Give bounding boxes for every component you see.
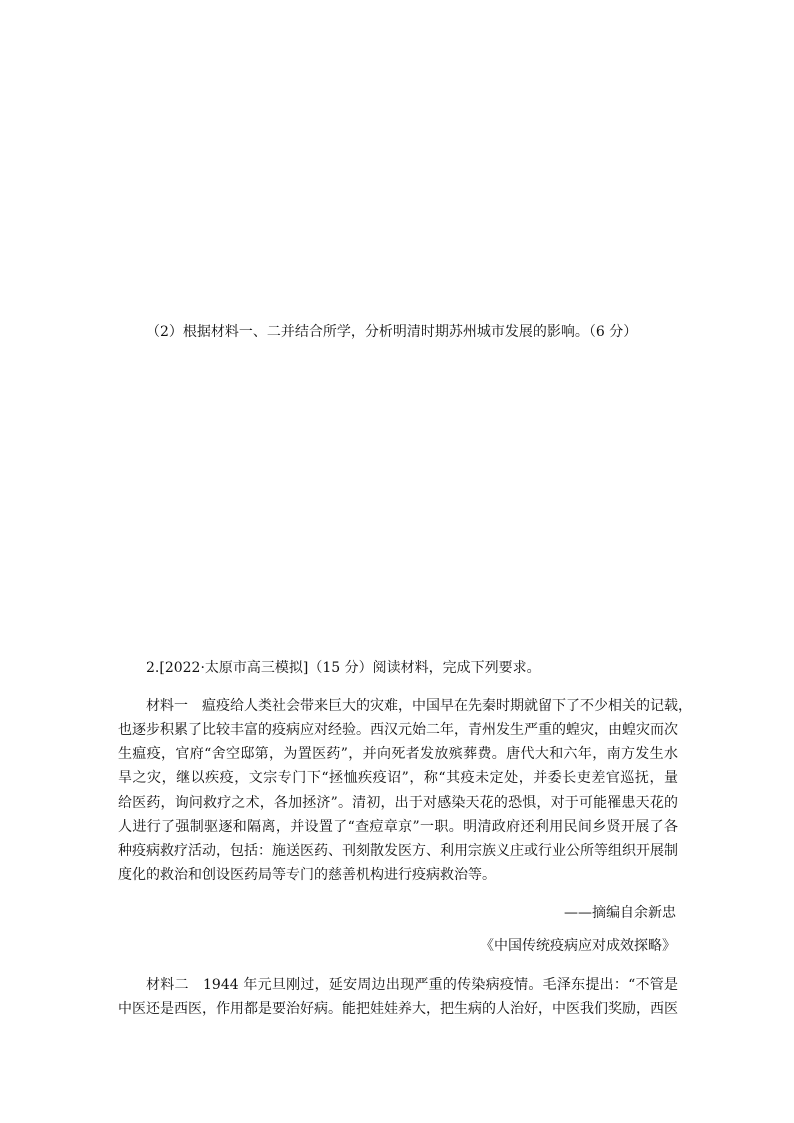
material-two-line: 材料二 1944 年元旦刚过，延安周边出现严重的传染病疫情。毛泽东提出：“不管是 — [146, 977, 678, 993]
material-one-line: 也逐步积累了比较丰富的疫病应对经验。西汉元始二年，青州发生严重的蝗灾，由蝗灾而次 — [118, 722, 678, 738]
material-one-line: 材料一 瘟疫给人类社会带来巨大的灾难，中国早在先秦时期就留下了不少相关的记载， — [146, 698, 692, 714]
material-one-line: 度化的救治和创设医药局等专门的慈善机构进行疫病救治等。 — [118, 867, 496, 883]
material-one-line: 给医药，询问救疗之术，各加拯济”。清初，出于对感染天花的恐惧，对于可能罹患天花的 — [118, 795, 678, 811]
source-author: ——摘编自余新忠 — [564, 905, 676, 921]
material-one-line: 生瘟疫，官府“舍空邸第，为置医药”，并向死者发放殡葬费。唐代大和六年，南方发生水 — [118, 746, 678, 762]
question-2-subquestion: （2）根据材料一、二并结合所学，分析明清时期苏州城市发展的影响。（6 分） — [146, 324, 638, 340]
material-two-line: 中医还是西医，作用都是要治好病。能把娃娃养大，把生病的人治好，中医我们奖励，西医 — [118, 1001, 678, 1017]
source-title: 《中国传统疫病应对成效探略》 — [480, 938, 676, 954]
material-one-line: 种疫病救疗活动，包括：施送医药、刊刻散发医方、利用宗族义庄或行业公所等组织开展制 — [118, 843, 678, 859]
material-one-line: 旱之灾，继以疾疫，文宗专门下“拯恤疾疫诏”，称“其疫未定处，并委长吏差官巡抚，量 — [118, 770, 678, 786]
question-header: 2.[2022·太原市高三模拟]（15 分）阅读材料，完成下列要求。 — [146, 660, 541, 676]
material-one-line: 人进行了强制驱逐和隔离，并设置了“查痘章京”一职。明清政府还利用民间乡贤开展了各 — [118, 819, 678, 835]
